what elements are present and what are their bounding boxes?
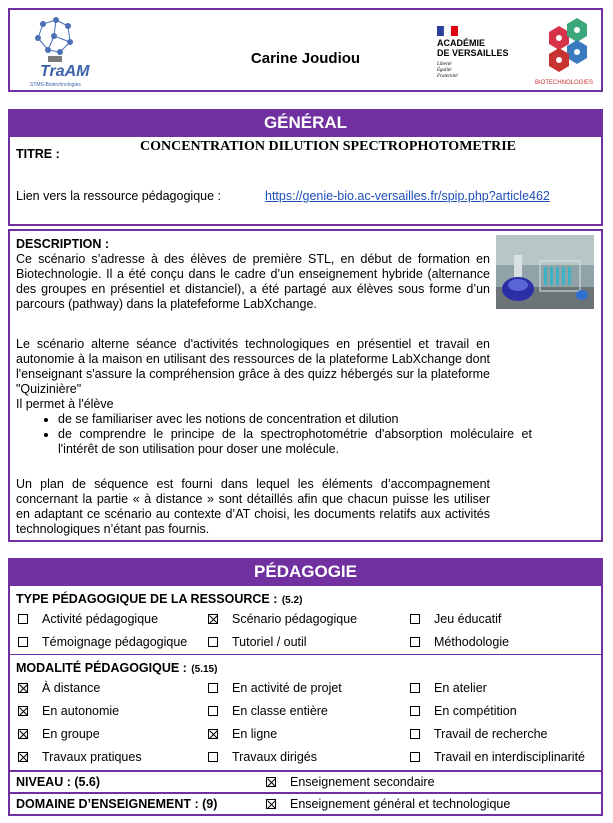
checkbox-checked-icon[interactable] bbox=[18, 683, 28, 693]
checkbox-checked-icon[interactable] bbox=[18, 752, 28, 762]
divider bbox=[10, 654, 601, 655]
checkbox-recherche[interactable]: Travail de recherche bbox=[410, 727, 547, 741]
description-para3: Il permet à l'élève bbox=[16, 397, 114, 411]
checkbox-autonomie[interactable]: En autonomie bbox=[18, 704, 119, 718]
checkbox-icon[interactable] bbox=[410, 637, 420, 647]
svg-text:STMS-Biotechnologies: STMS-Biotechnologies bbox=[30, 82, 81, 88]
checkbox-tutoriel[interactable]: Tutoriel / outil bbox=[208, 635, 307, 649]
bullet-item: • de comprendre le principe de la spectrophotométrie d'absorption moléculaire et l'intérêt de son utilisation pour doser une molécule. bbox=[58, 427, 532, 457]
checkbox-checked-icon[interactable] bbox=[18, 729, 28, 739]
checkbox-icon[interactable] bbox=[208, 637, 218, 647]
description-label: DESCRIPTION : bbox=[16, 237, 110, 251]
checkbox-icon[interactable] bbox=[410, 683, 420, 693]
header-box bbox=[8, 8, 603, 92]
svg-text:ACADÉMIE: ACADÉMIE bbox=[437, 38, 486, 48]
checkbox-icon[interactable] bbox=[410, 752, 420, 762]
general-section bbox=[8, 109, 603, 226]
checkbox-competition[interactable]: En compétition bbox=[410, 704, 517, 718]
checkbox-jeu[interactable]: Jeu éducatif bbox=[410, 612, 501, 626]
checkbox-domaine[interactable]: Enseignement général et technologique bbox=[266, 797, 510, 811]
modalite-code: (5.15) bbox=[191, 664, 218, 675]
checkbox-checked-icon[interactable] bbox=[18, 706, 28, 716]
modalite-heading bbox=[16, 659, 217, 677]
checkbox-niveau[interactable]: Enseignement secondaire bbox=[266, 775, 435, 789]
svg-text:Égalité: Égalité bbox=[437, 68, 452, 73]
type-label: TYPE PÉDAGOGIQUE DE LA RESSOURCE : bbox=[16, 592, 278, 606]
checkbox-checked-icon[interactable] bbox=[208, 614, 218, 624]
checkbox-activite[interactable]: Activité pédagogique bbox=[18, 612, 158, 626]
resource-link[interactable]: https://genie-bio.ac-versailles.fr/spip.php?article462 bbox=[265, 189, 550, 203]
checkbox-scenario[interactable]: Scénario pédagogique bbox=[208, 612, 357, 626]
checkbox-checked-icon[interactable] bbox=[208, 729, 218, 739]
checkbox-classe-entiere[interactable]: En classe entière bbox=[208, 704, 328, 718]
domaine-label: DOMAINE D’ENSEIGNEMENT : (9) bbox=[16, 797, 218, 811]
checkbox-projet[interactable]: En activité de projet bbox=[208, 681, 342, 695]
checkbox-icon[interactable] bbox=[208, 752, 218, 762]
checkbox-temoignage[interactable]: Témoignage pédagogique bbox=[18, 635, 187, 649]
modalite-label: MODALITÉ PÉDAGOGIQUE : bbox=[16, 661, 187, 675]
type-code: (5.2) bbox=[281, 595, 303, 606]
pedagogie-banner: PÉDAGOGIE bbox=[10, 560, 601, 584]
checkbox-icon[interactable] bbox=[410, 614, 420, 624]
checkbox-icon[interactable] bbox=[208, 706, 218, 716]
checkbox-travaux-diriges[interactable]: Travaux dirigés bbox=[208, 750, 317, 764]
svg-text:Fraternité: Fraternité bbox=[437, 74, 458, 79]
biotechnologies-logo bbox=[535, 18, 597, 88]
checkbox-en-ligne[interactable]: En ligne bbox=[208, 727, 277, 741]
checkbox-distance[interactable]: À distance bbox=[18, 681, 100, 695]
svg-text:Liberté: Liberté bbox=[437, 62, 452, 67]
description-para4: Un plan de séquence est fourni dans lequel les éléments d’accompagnement concernant la partie « à distance » sont détaillés afin que chacun puisse les utiliser en adaptant ce scénario au contexte d’AT choisi, les documents relatifs aux activités technologiques n’étant pas fournis. bbox=[16, 477, 490, 536]
checkbox-icon[interactable] bbox=[410, 706, 420, 716]
divider bbox=[10, 792, 601, 794]
bullet-item: • de se familiariser avec les notions de concentration et dilution bbox=[58, 412, 532, 427]
checkbox-groupe[interactable]: En groupe bbox=[18, 727, 100, 741]
title-label: TITRE : bbox=[16, 147, 60, 161]
divider bbox=[10, 770, 601, 772]
checkbox-methodologie[interactable]: Méthodologie bbox=[410, 635, 509, 649]
checkbox-atelier[interactable]: En atelier bbox=[410, 681, 487, 695]
svg-text:TraAM: TraAM bbox=[40, 63, 90, 80]
svg-text:BIOTECHNOLOGIES: BIOTECHNOLOGIES bbox=[535, 80, 594, 86]
checkbox-icon[interactable] bbox=[208, 683, 218, 693]
general-banner: GÉNÉRAL bbox=[10, 111, 601, 135]
checkbox-icon[interactable] bbox=[18, 614, 28, 624]
academie-versailles-logo bbox=[435, 24, 530, 84]
divider bbox=[10, 584, 601, 586]
author-name: Carine Joudiou bbox=[250, 50, 361, 67]
description-para2: Le scénario alterne séance d'activités technologiques en présentiel et travail en autonomie à la maison en utilisant des ressources de la plateforme LabXchange dont l'enseignant s'assure la compréhension grâce à des quizz hébergés sur la plateforme "Quizinière" bbox=[16, 337, 490, 396]
description-bullets bbox=[16, 412, 532, 457]
description-section bbox=[8, 229, 603, 542]
pedagogie-section bbox=[8, 558, 603, 816]
type-heading bbox=[16, 590, 302, 608]
checkbox-travaux-pratiques[interactable]: Travaux pratiques bbox=[18, 750, 142, 764]
link-label: Lien vers la ressource pédagogique : bbox=[16, 189, 221, 203]
checkbox-interdisciplinarite[interactable]: Travail en interdisciplinarité bbox=[410, 750, 585, 764]
description-para1: Ce scénario s’adresse à des élèves de première STL, en début de formation en Biotechnologie. Il a été conçu dans le cadre d’un enseignement hybride (alternance des groupes en présentiel et distanciel), a été partagé aux élèves sous forme d’un parcours (pathway) dans la platefeforme LabXchange. bbox=[16, 252, 490, 311]
divider bbox=[10, 135, 601, 137]
checkbox-checked-icon[interactable] bbox=[266, 799, 276, 809]
niveau-label: NIVEAU : (5.6) bbox=[16, 775, 101, 789]
checkbox-icon[interactable] bbox=[18, 637, 28, 647]
resource-title: CONCENTRATION DILUTION SPECTROPHOTOMETRIE bbox=[140, 139, 516, 154]
checkbox-icon[interactable] bbox=[410, 729, 420, 739]
checkbox-checked-icon[interactable] bbox=[266, 777, 276, 787]
svg-text:DE VERSAILLES: DE VERSAILLES bbox=[437, 48, 509, 58]
lab-photo bbox=[496, 235, 594, 309]
